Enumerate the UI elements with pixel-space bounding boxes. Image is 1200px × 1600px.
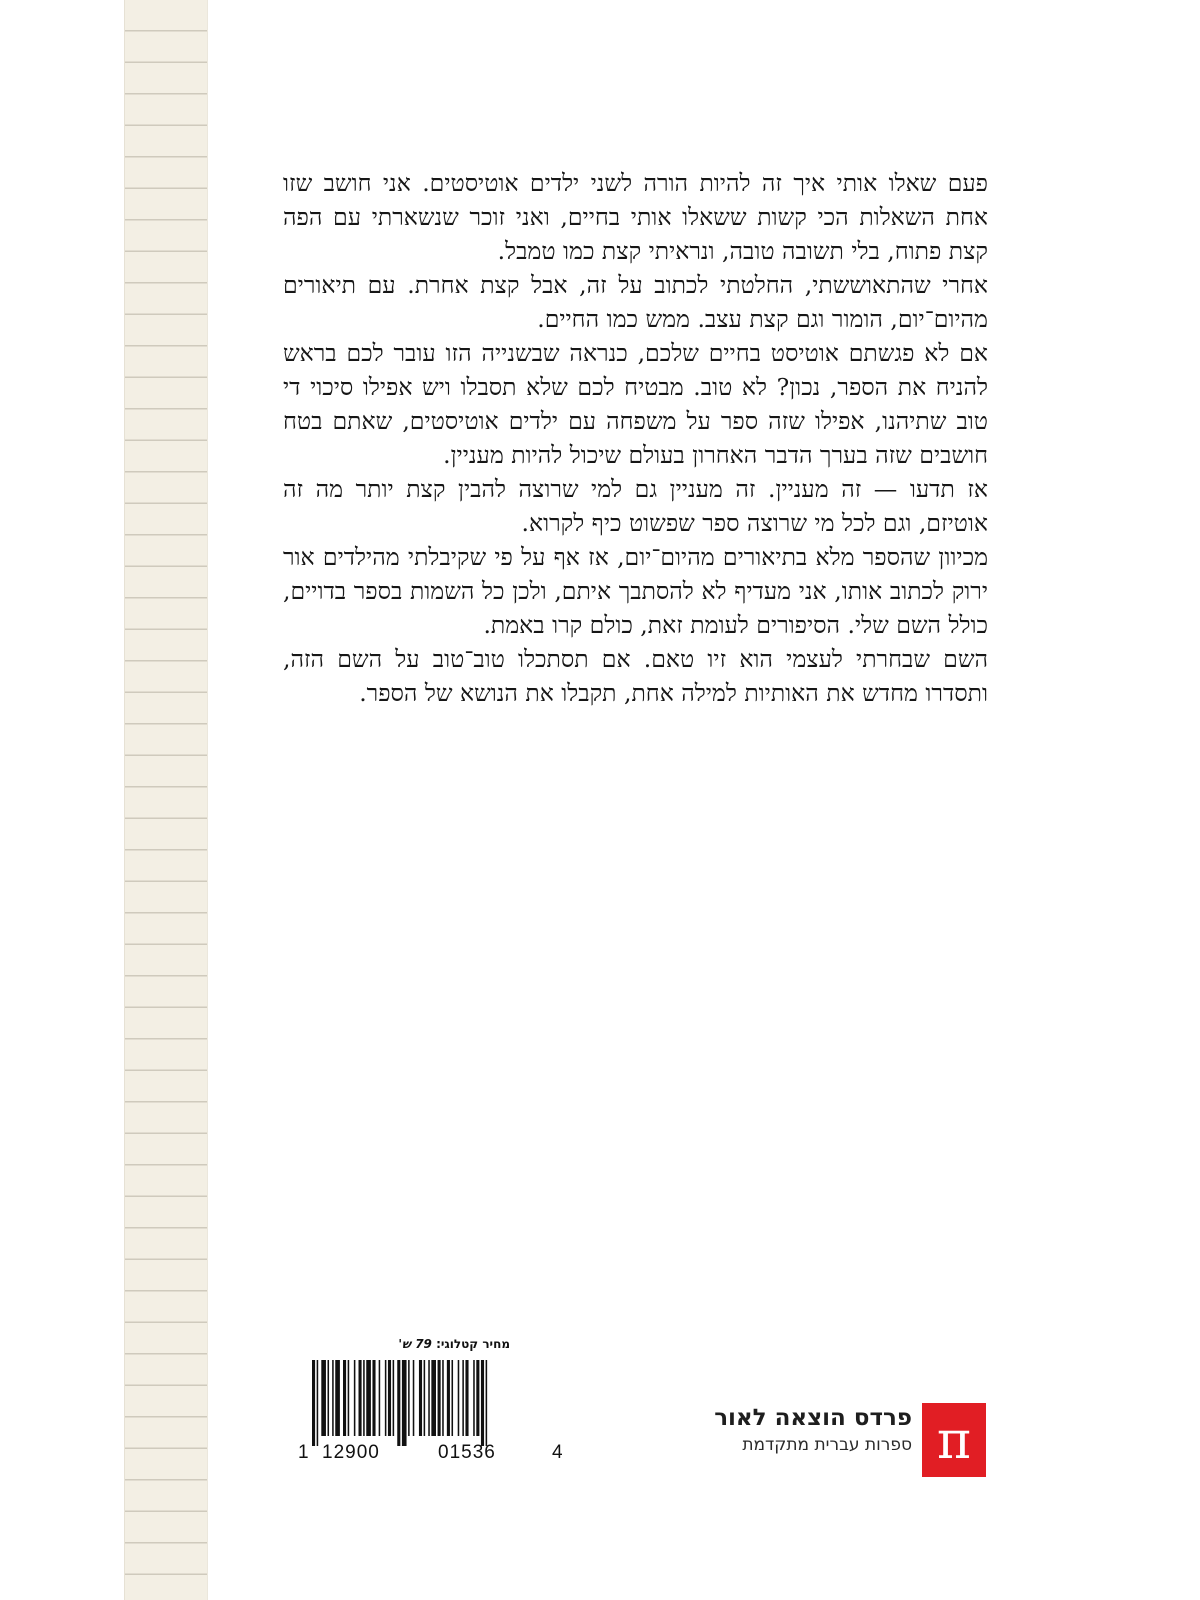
barcode-digit-first: 1 (298, 1442, 309, 1463)
barcode-bar (408, 1360, 410, 1436)
barcode-bar (332, 1360, 334, 1436)
barcode-bar (442, 1360, 444, 1436)
barcode-bar (321, 1360, 326, 1436)
barcode-bar (462, 1360, 464, 1436)
blurb-paragraph-6: השם שבחרתי לעצמי הוא זיו טאם. אם תסתכלו טוב־טוב על השם הזה, ותסדרו מחדש את האותיות למילה אחת, תקבלו את הנושא של הספר. (283, 645, 988, 707)
barcode-bar (385, 1360, 387, 1436)
barcode-bar (476, 1360, 479, 1436)
svg-text:π: π (936, 1411, 972, 1471)
barcode-bar (335, 1360, 340, 1436)
barcode-bar (393, 1360, 395, 1436)
barcode-bar (428, 1360, 430, 1436)
barcode-bar (452, 1360, 454, 1436)
barcode-bar (473, 1360, 475, 1436)
publisher-name: פרדס הוצאה לאור (714, 1405, 912, 1431)
barcode-bar (447, 1360, 450, 1436)
barcode-bar (419, 1360, 422, 1436)
barcode-bar (317, 1360, 319, 1446)
barcode-bar (379, 1360, 381, 1436)
price-label: מחיר קטלוגי: (436, 1337, 510, 1351)
barcode-bar (354, 1360, 356, 1436)
barcode-group-left: 12900 (322, 1442, 380, 1463)
barcode-bar (402, 1360, 407, 1446)
publisher-block (632, 1403, 912, 1457)
isbn-barcode (298, 1360, 568, 1463)
barcode-bar (481, 1360, 484, 1446)
barcode-bar (388, 1360, 391, 1436)
blurb-paragraph-5: מכיוון שהספר מלא בתיאורים מהיום־יום, אז אף על פי שקיבלתי מהילדים אור ירוק לכתוב אותו, אני מעדיף לא להסתבך איתם, ולכן כל השמות בספר בדויים, כולל השם שלי. הסיפורים לעומת זאת, כולם קרו באמת. (283, 543, 988, 639)
barcode-bar (328, 1360, 330, 1436)
blurb-paragraph-4: אז תדעו — זה מעניין. זה מעניין גם למי שרוצה להבין קצת יותר מה זה אוטיזם, וגם לכל מי שרוצה ספר שפשוט כיף לקרוא. (283, 475, 988, 537)
catalog-price (320, 1337, 510, 1351)
barcode-group-right: 01536 (438, 1442, 496, 1463)
barcode-bar (372, 1360, 375, 1436)
barcode-bar (458, 1360, 460, 1436)
blurb-paragraph-3: אם לא פגשתם אוטיסט בחיים שלכם, כנראה שבשנייה הזו עובר לכם בראש להניח את הספר, נכון? לא טוב. מבטיח לכם שלא תסבלו ויש אפילו סיכוי די טוב שתיהנו, אפילו שזה ספר על משפחה עם ילדים אוטיסטים, שאתם בטח חושבים שזה בערך הדבר האחרון בעולם שיכול להיות מעניין. (283, 339, 988, 469)
barcode-bar (363, 1360, 365, 1436)
blurb-paragraph-2: אחרי שהתאוששתי, החלטתי לכתוב על זה, אבל קצת אחרת. עם תיאורים מהיום־יום, הומור וגם קצת עצב. ממש כמו החיים. (283, 271, 988, 333)
blurb-paragraph-1: פעם שאלו אותי איך זה להיות הורה לשני ילדים אוטיסטים. אני חושב שזו אחת השאלות הכי קשות ששאלו אותי בחיים, ואני זוכר שנשארתי עם הפה קצת פתוח, בלי תשובה טובה, ונראיתי קצת כמו טמבל. (283, 169, 988, 265)
price-value: 79 ש' (398, 1337, 432, 1351)
barcode-bar (465, 1360, 468, 1436)
lined-paper-strip (124, 0, 208, 1600)
barcode-bar (413, 1360, 415, 1436)
barcode-bar (359, 1360, 362, 1436)
barcode-bar (424, 1360, 426, 1436)
barcode-bar (343, 1360, 346, 1436)
back-cover-blurb (283, 166, 988, 710)
barcode-bar (312, 1360, 315, 1446)
pi-icon (922, 1403, 986, 1477)
barcode-digit-last: 4 (552, 1442, 563, 1463)
barcode-bar (438, 1360, 441, 1436)
barcode-bar (366, 1360, 371, 1436)
publisher-tagline: ספרות עברית מתקדמת (742, 1435, 912, 1455)
pardes-pi-logo (922, 1403, 986, 1477)
barcode-bar (486, 1360, 488, 1446)
barcode-bar (397, 1360, 400, 1446)
barcode-bar (431, 1360, 436, 1436)
barcode-bar (348, 1360, 350, 1436)
